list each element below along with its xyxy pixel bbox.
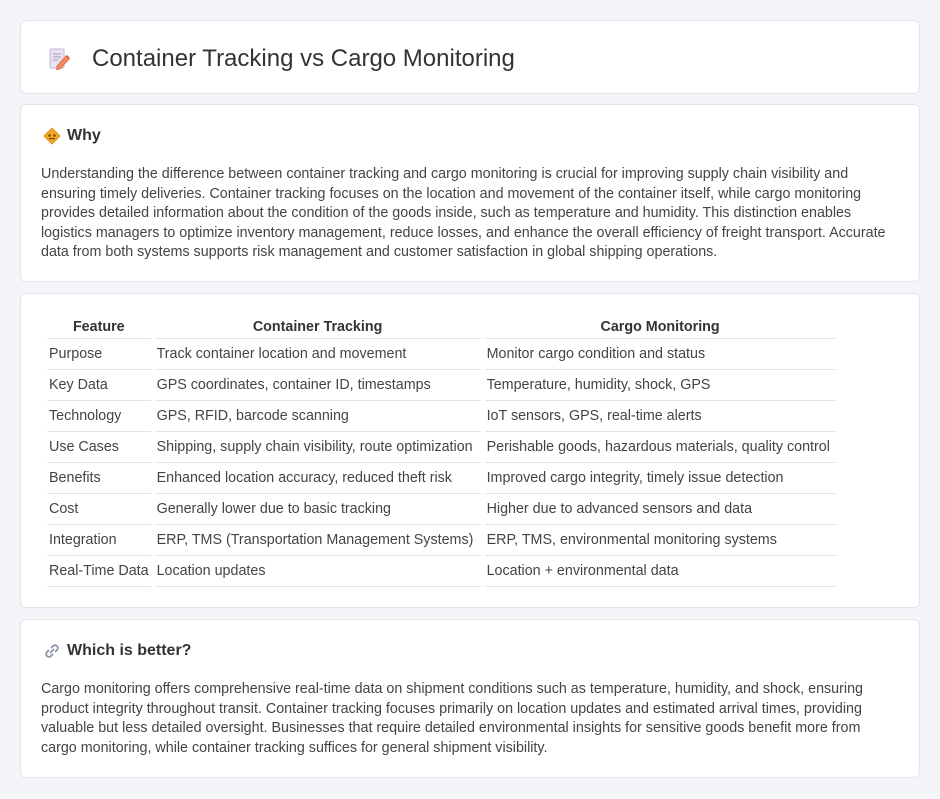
table-row [47, 339, 836, 370]
why-heading: Why [67, 127, 101, 144]
table-row [47, 525, 836, 556]
header-feature: Feature [47, 315, 151, 339]
why-text: Understanding the difference between container tracking and cargo monitoring is crucial for improving supply chain visibility and ensuring timely deliveries. Container tracking focuses on the location and movement of the container itself, while cargo monitoring provides detailed information about the condition of the goods inside, such as temperature and humidity. This distinction enables logistics managers to optimize inventory management, reduce losses, and enhance the overall efficiency of freight transport. Accurate data from both systems supports risk management and customer satisfaction in global shipping operations. [41, 166, 886, 261]
container-tracking-cell: ERP, TMS (Transportation Management Systems) [155, 525, 481, 556]
document-pencil-icon [47, 47, 71, 71]
table-row [47, 494, 836, 525]
cargo-monitoring-cell: Monitor cargo condition and status [485, 339, 836, 370]
header-cargo-monitoring: Cargo Monitoring [485, 315, 836, 339]
feature-cell: Benefits [47, 463, 151, 494]
link-icon [43, 642, 61, 660]
better-heading-row [43, 642, 191, 660]
container-tracking-cell: Generally lower due to basic tracking [155, 494, 481, 525]
cargo-monitoring-cell: Improved cargo integrity, timely issue detection [485, 463, 836, 494]
feature-cell: Use Cases [47, 432, 151, 463]
diamond-warning-icon [43, 127, 61, 145]
container-tracking-cell: Shipping, supply chain visibility, route optimization [155, 432, 481, 463]
better-heading: Which is better? [67, 642, 192, 659]
feature-cell: Purpose [47, 339, 151, 370]
which-better-section [20, 619, 920, 778]
cargo-monitoring-cell: ERP, TMS, environmental monitoring systems [485, 525, 836, 556]
container-tracking-cell: Enhanced location accuracy, reduced theft risk [155, 463, 481, 494]
why-section [20, 104, 920, 282]
container-tracking-cell: Location updates [155, 556, 481, 587]
table-row [47, 556, 836, 587]
cargo-monitoring-cell: Location + environmental data [485, 556, 836, 587]
better-text: Cargo monitoring offers comprehensive real-time data on shipment conditions such as temperature, humidity, and shock, ensuring product integrity throughout transit. Container tracking focuses primarily on location updates and estimated arrival times, providing valuable but less detailed oversight. Businesses that require detailed environmental insights for sensitive goods benefit more from cargo monitoring, while container tracking suffices for general shipment visibility. [41, 681, 863, 756]
container-tracking-cell: Track container location and movement [155, 339, 481, 370]
table-row [47, 432, 836, 463]
cargo-monitoring-cell: Perishable goods, hazardous materials, quality control [485, 432, 836, 463]
table-row [47, 401, 836, 432]
cargo-monitoring-cell: Higher due to advanced sensors and data [485, 494, 836, 525]
title-card [20, 20, 920, 94]
feature-cell: Real-Time Data [47, 556, 151, 587]
feature-cell: Integration [47, 525, 151, 556]
container-tracking-cell: GPS, RFID, barcode scanning [155, 401, 481, 432]
feature-cell: Key Data [47, 370, 151, 401]
comparison-card [20, 293, 920, 608]
table-header-row [47, 315, 836, 339]
header-container-tracking: Container Tracking [155, 315, 481, 339]
page-title: Container Tracking vs Cargo Monitoring [92, 45, 515, 72]
cargo-monitoring-cell: Temperature, humidity, shock, GPS [485, 370, 836, 401]
container-tracking-cell: GPS coordinates, container ID, timestamps [155, 370, 481, 401]
cargo-monitoring-cell: IoT sensors, GPS, real-time alerts [485, 401, 836, 432]
table-row [47, 370, 836, 401]
feature-cell: Technology [47, 401, 151, 432]
feature-cell: Cost [47, 494, 151, 525]
comparison-table [43, 315, 840, 587]
table-row [47, 463, 836, 494]
why-heading-row [43, 127, 101, 145]
